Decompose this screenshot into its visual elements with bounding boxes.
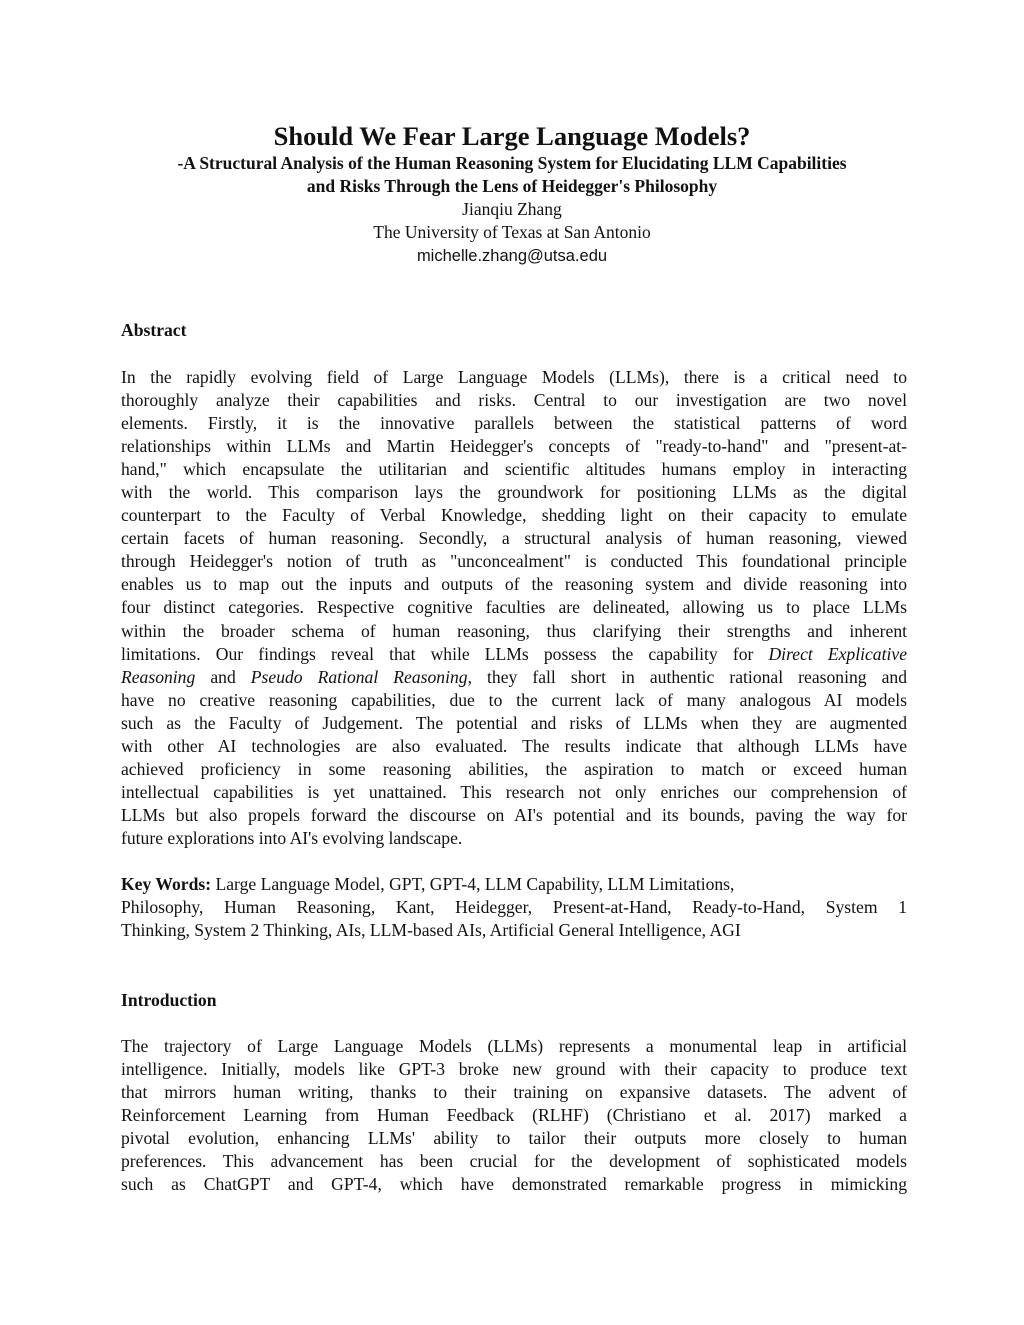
abstract-line: four distinct categories. Respective cognitive faculties are delineated, allowing us to place LLMs xyxy=(121,597,907,618)
keywords-label: Key Words: xyxy=(121,874,212,894)
keywords-line: Philosophy, Human Reasoning, Kant, Heidegger, Present-at-Hand, Ready-to-Hand, System 1 xyxy=(121,897,907,918)
abstract-line: intellectual capabilities is yet unattained. This research not only enriches our comprehension of xyxy=(121,781,907,802)
abstract-line: future explorations into AI's evolving landscape. xyxy=(121,827,463,848)
abstract-line: enables us to map out the inputs and outputs of the reasoning system and divide reasoning into xyxy=(121,574,907,595)
abstract-italic-term: Pseudo Rational Reasoning xyxy=(250,666,468,687)
keywords-line xyxy=(121,873,907,896)
abstract-line: have no creative reasoning capabilities, due to the current lack of many analogous AI models xyxy=(121,689,907,710)
abstract-line xyxy=(121,666,907,689)
abstract-line: with other AI technologies are also evaluated. The results indicate that although LLMs have xyxy=(121,735,907,756)
paper-title: Should We Fear Large Language Models? xyxy=(273,121,751,151)
author-affiliation: The University of Texas at San Antonio xyxy=(373,221,651,242)
abstract-line: within the broader schema of human reasoning, thus clarifying their strengths and inherent xyxy=(121,620,907,641)
abstract-line: hand," which encapsulate the utilitarian and scientific altitudes humans employ in interacting xyxy=(121,459,907,480)
abstract-line xyxy=(121,643,907,666)
abstract-body xyxy=(121,366,907,850)
abstract-text: and xyxy=(195,666,251,687)
keywords-text: Large Language Model, GPT, GPT-4, LLM Capability, LLM Limitations, xyxy=(211,874,735,894)
introduction-line: such as ChatGPT and GPT-4, which have demonstrated remarkable progress in mimicking xyxy=(121,1174,907,1195)
abstract-heading: Abstract xyxy=(121,320,187,340)
abstract-line: elements. Firstly, it is the innovative parallels between the statistical patterns of word xyxy=(121,413,907,434)
abstract-line: with the world. This comparison lays the groundwork for positioning LLMs as the digital xyxy=(121,482,907,503)
paper-subtitle-line-1: -A Structural Analysis of the Human Reasoning System for Elucidating LLM Capabilities xyxy=(177,153,847,173)
paper-header xyxy=(0,120,1024,270)
introduction-line: pivotal evolution, enhancing LLMs' ability to tailor their outputs more closely to human xyxy=(121,1128,907,1149)
abstract-line: thoroughly analyze their capabilities and risks. Central to our investigation are two novel xyxy=(121,390,907,411)
introduction-heading: Introduction xyxy=(121,990,217,1010)
introduction-line: that mirrors human writing, thanks to their training on expansive datasets. The advent of xyxy=(121,1082,907,1103)
abstract-italic-term: Direct Explicative xyxy=(768,643,907,664)
author-email: michelle.zhang@utsa.edu xyxy=(416,247,608,265)
introduction-line: intelligence. Initially, models like GPT-3 broke new ground with their capacity to produce text xyxy=(121,1059,907,1080)
abstract-line: certain facets of human reasoning. Secondly, a structural analysis of human reasoning, viewed xyxy=(121,528,907,549)
introduction-line: The trajectory of Large Language Models (LLMs) represents a monumental leap in artificial xyxy=(121,1036,907,1056)
author-name: Jianqiu Zhang xyxy=(462,199,562,219)
abstract-line: LLMs but also propels forward the discourse on AI's potential and its bounds, paving the way for xyxy=(121,804,907,825)
introduction-body xyxy=(121,1035,907,1196)
keywords-line: Thinking, System 2 Thinking, AIs, LLM-based AIs, Artificial General Intelligence, AGI xyxy=(121,920,741,941)
abstract-line: In the rapidly evolving field of Large Language Models (LLMs), there is a critical need to xyxy=(121,367,907,387)
abstract-line: through Heidegger's notion of truth as "unconcealment" is conducted This foundational principle xyxy=(121,551,907,572)
paper-subtitle-line-2: and Risks Through the Lens of Heidegger's Philosophy xyxy=(306,176,718,196)
abstract-line: achieved proficiency in some reasoning abilities, the aspiration to match or exceed human xyxy=(121,758,907,779)
abstract-line: such as the Faculty of Judgement. The potential and risks of LLMs when they are augmented xyxy=(121,712,907,733)
abstract-line: relationships within LLMs and Martin Heidegger's concepts of "ready-to-hand" and "present-at- xyxy=(121,436,907,457)
abstract-line: counterpart to the Faculty of Verbal Knowledge, shedding light on their capacity to emulate xyxy=(121,505,907,526)
abstract-text: limitations. Our findings reveal that while LLMs possess the capability for xyxy=(121,643,769,664)
abstract-text: , they fall short in authentic rational reasoning and xyxy=(467,666,908,687)
introduction-line: preferences. This advancement has been crucial for the development of sophisticated models xyxy=(121,1151,907,1172)
keywords-block xyxy=(121,873,907,942)
introduction-line: Reinforcement Learning from Human Feedback (RLHF) (Christiano et al. 2017) marked a xyxy=(121,1105,907,1126)
abstract-italic-term: Reasoning xyxy=(121,666,196,687)
